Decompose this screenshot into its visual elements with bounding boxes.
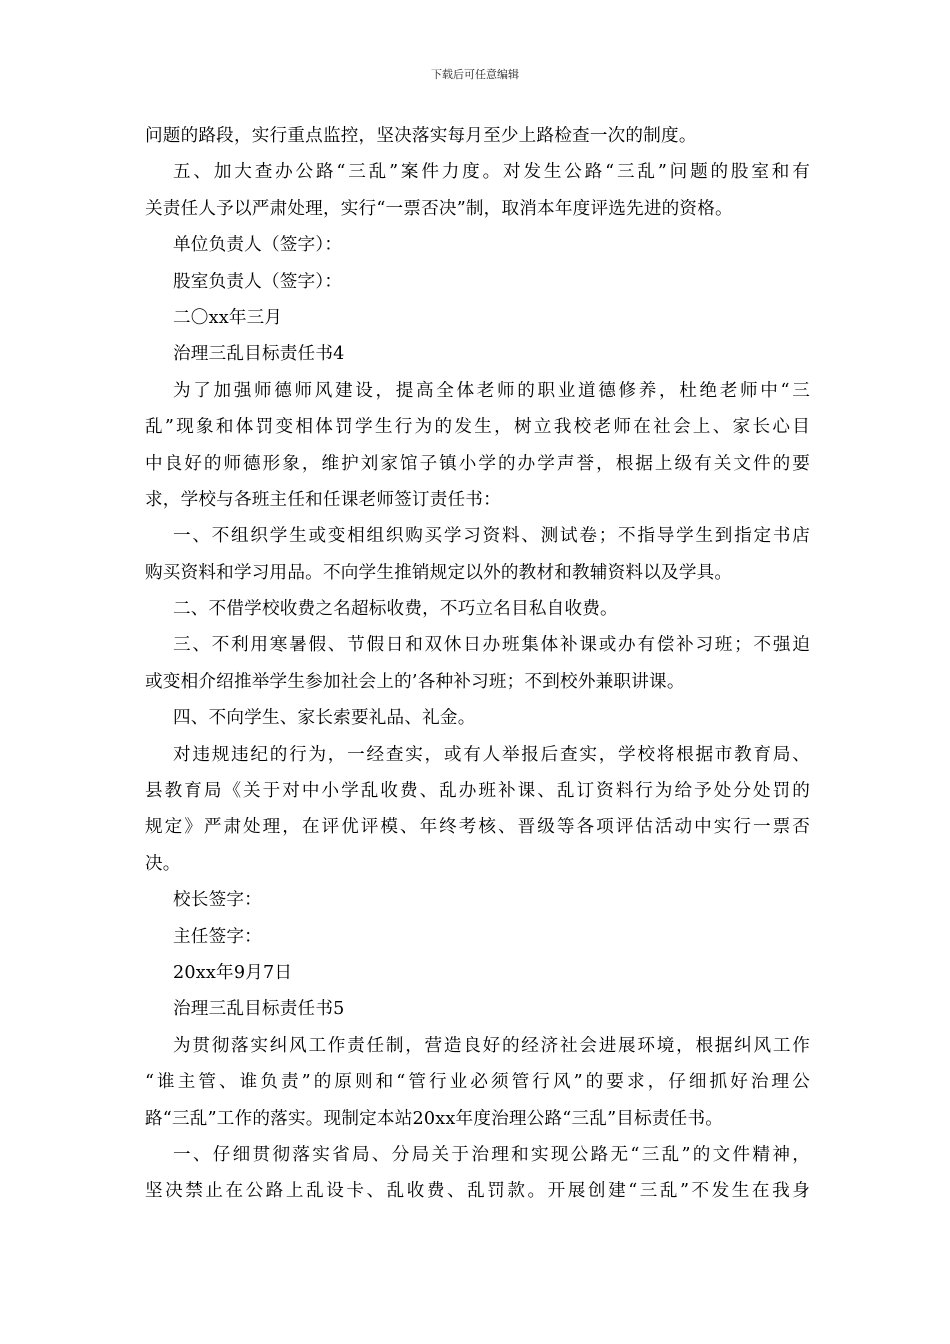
text-line: 路“三乱”工作的落实。现制定本站20xx年度治理公路“三乱”目标责任书。: [145, 1108, 724, 1129]
text-line: 购买资料和学习用品。不向学生推销规定以外的教材和教辅资料以及学具。: [145, 562, 733, 583]
text-line: 四、不向学生、家长索要礼品、礼金。: [173, 708, 476, 729]
text-line: “谁主管、谁负责”的原则和“管行业必须管行风”的要求，仔细抓好治理公: [145, 1072, 810, 1093]
text-line: 决。: [145, 853, 181, 874]
text-line: 规定》严肃处理，在评优评模、年终考核、晋级等各项评估活动中实行一票否: [145, 817, 810, 838]
text-line: 三、不利用寒暑假、节假日和双休日办班集体补课或办有偿补习班；不强迫: [173, 635, 810, 656]
text-line: 股室负责人（签字）：: [173, 271, 343, 292]
text-line: 为了加强师德师风建设，提高全体老师的职业道德修养，杜绝老师中“三: [173, 380, 810, 401]
text-line: 一、不组织学生或变相组织购买学习资料、测试卷；不指导学生到指定书店: [173, 526, 810, 547]
text-line: 20xx年9月7日: [173, 962, 293, 983]
text-line: 县教育局《关于对中小学乱收费、乱办班补课、乱订资料行为给予处分处罚的: [145, 781, 810, 802]
header-note: 下载后可任意编辑: [431, 68, 519, 81]
text-line: 二、不借学校收费之名超标收费，不巧立名目私自收费。: [173, 599, 618, 620]
text-line: 单位负责人（签字）：: [173, 235, 343, 256]
text-line: 五、加大查办公路“三乱”案件力度。对发生公路“三乱”问题的股室和有: [173, 162, 810, 183]
text-line: 主任签字：: [173, 926, 262, 947]
text-line: 为贯彻落实纠风工作责任制，营造良好的经济社会进展环境，根据纠风工作: [173, 1035, 810, 1056]
text-line: 或变相介绍推举学生参加社会上的’各种补习班；不到校外兼职讲课。: [145, 671, 685, 692]
text-line: 对违规违纪的行为，一经查实，或有人举报后查实，学校将根据市教育局、: [173, 744, 810, 765]
text-line: 坚决禁止在公路上乱设卡、乱收费、乱罚款。开展创建“三乱”不发生在我身: [145, 1181, 810, 1202]
text-line: 求，学校与各班主任和任课老师签订责任书：: [145, 489, 501, 510]
text-line: 治理三乱目标责任书4: [173, 344, 345, 365]
text-line: 二〇xx年三月: [173, 307, 283, 328]
text-line: 一、仔细贯彻落实省局、分局关于治理和实现公路无“三乱”的文件精神，: [173, 1144, 810, 1165]
text-line: 问题的路段，实行重点监控，坚决落实每月至少上路检查一次的制度。: [145, 126, 697, 146]
text-line: 乱”现象和体罚变相体罚学生行为的发生，树立我校老师在社会上、家长心目: [145, 417, 810, 438]
text-line: 中良好的师德形象，维护刘家馆子镇小学的办学声誉，根据上级有关文件的要: [145, 453, 810, 474]
text-line: 关责任人予以严肃处理，实行“一票否决”制，取消本年度评选先进的资格。: [145, 198, 733, 219]
document-body: [145, 118, 810, 1210]
text-line: 治理三乱目标责任书5: [173, 999, 345, 1020]
text-line: 校长签字：: [173, 890, 262, 911]
